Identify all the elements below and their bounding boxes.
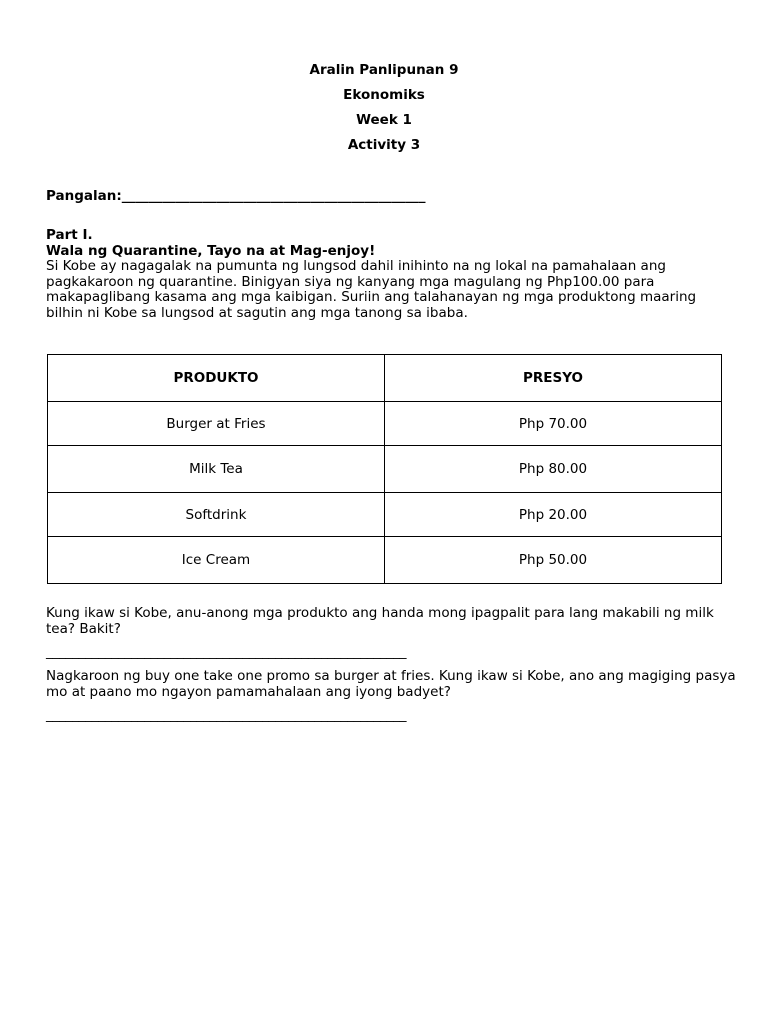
product-cell: Ice Cream [48, 537, 385, 584]
subject-subtitle: Ekonomiks [343, 87, 425, 103]
product-cell: Softdrink [48, 493, 385, 537]
question-two: Nagkaroon ng buy one take one promo sa burger at fries. Kung ikaw si Kobe, ano ang magiging pasya mo at paano mo ngayon pamamahalaan ang iyong badyet? [46, 668, 736, 700]
name-field [46, 188, 426, 204]
product-cell: Burger at Fries [48, 402, 385, 446]
price-cell: Php 70.00 [385, 402, 722, 446]
activity-label: Activity 3 [347, 137, 421, 153]
table-row [48, 446, 722, 493]
name-blank: _____________________________________________ [121, 188, 426, 204]
column-header-produkto: PRODUKTO [48, 355, 385, 402]
column-header-presyo: PRESYO [385, 355, 722, 402]
price-cell: Php 50.00 [385, 537, 722, 584]
question-one: Kung ikaw si Kobe, anu-anong mga produkto ang handa mong ipagpalit para lang makabili ng milk tea? Bakit? [46, 605, 714, 637]
part-intro: Si Kobe ay nagagalak na pumunta ng lungsod dahil inihinto na ng lokal na pamahalaan ang pagkakaroon ng quarantine. Binigyan siya ng kanyang mga magulang ng Php100.00 para makapaglibang kasama ang mga kaibigan. Suriin ang talahanayan ng mga produktong maaring bilhin ni Kobe sa lungsod at sagutin ang mga tanong sa ibaba. [46, 258, 697, 321]
name-label: Pangalan: [46, 188, 122, 204]
price-cell: Php 80.00 [385, 446, 722, 493]
table-row [48, 493, 722, 537]
answer-blank-one: _______________________________________________________ [46, 644, 407, 660]
subject-title: Aralin Panlipunan 9 [309, 62, 459, 78]
part-one-section [46, 228, 726, 321]
product-cell: Milk Tea [48, 446, 385, 493]
part-title: Wala ng Quarantine, Tayo na at Mag-enjoy! [46, 242, 376, 259]
week-label: Week 1 [356, 112, 412, 128]
table-header-row [48, 355, 722, 402]
worksheet-header [0, 62, 768, 162]
product-table-wrap [47, 354, 722, 584]
part-heading: Part I. [46, 227, 93, 243]
price-cell: Php 20.00 [385, 493, 722, 537]
table-row [48, 537, 722, 584]
table-row [48, 402, 722, 446]
product-price-table [47, 354, 722, 584]
answer-blank-two: _______________________________________________________ [46, 707, 407, 723]
